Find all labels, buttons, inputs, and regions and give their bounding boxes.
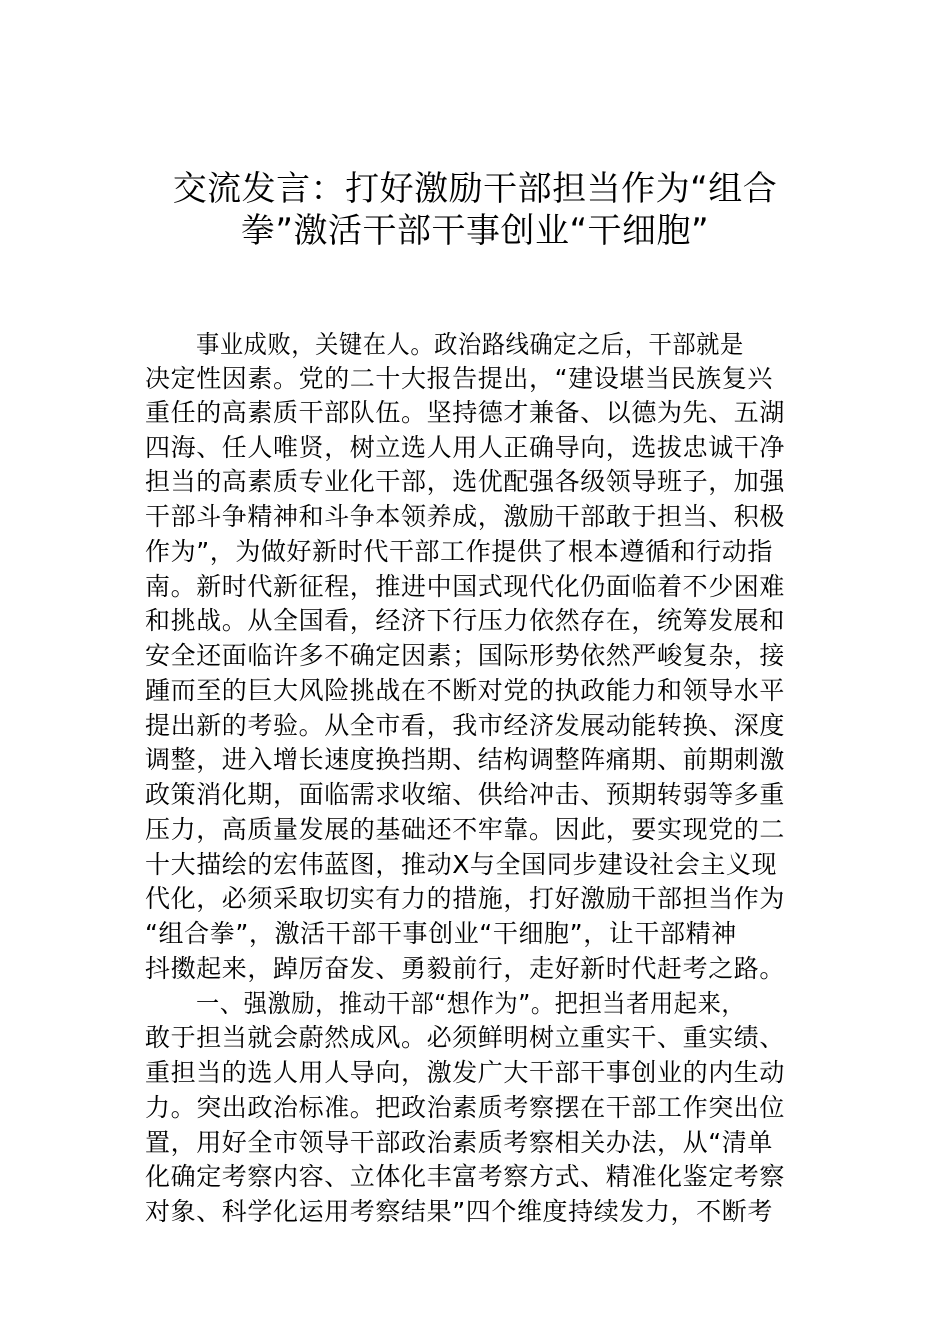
body-line-7: 作为”，为做好新时代干部工作提供了根本遵循和行动指 (145, 537, 773, 566)
body-line-16: 十大描绘的宏伟蓝图，推动X与全国同步建设社会主义现 (145, 850, 778, 879)
body-line-2: 决定性因素。党的二十大报告提出，“建设堪当民族复兴 (145, 364, 773, 393)
body-line-4: 四海、任人唯贤，树立选人用人正确导向，选拔忠诚干净 (145, 433, 786, 462)
body-line-12: 提出新的考验。从全市看，我市经济发展动能转换、深度 (145, 711, 786, 740)
body-line-10: 安全还面临许多不确定因素；国际形势依然严峻复杂，接 (145, 641, 786, 670)
body-line-26: 对象、科学化运用考察结果”四个维度持续发力，不断考 (145, 1197, 773, 1226)
body-line-5: 担当的高素质专业化干部，选优配强各级领导班子，加强 (145, 467, 786, 496)
body-line-13: 调整，进入增长速度换挡期、结构调整阵痛期、前期刺激 (145, 745, 786, 774)
body-line-9: 和挑战。从全国看，经济下行压力依然存在，统筹发展和 (145, 606, 786, 635)
body-line-14: 政策消化期，面临需求收缩、供给冲击、预期转弱等多重 (145, 780, 786, 809)
document-title-line-1-text: 交流发言：打好激励干部担当作为“组合 (172, 169, 778, 209)
document-title-line-1 (0, 169, 950, 209)
body-line-17: 代化，必须采取切实有力的措施，打好激励干部担当作为 (145, 884, 786, 913)
body-line-3: 重任的高素质干部队伍。坚持德才兼备、以德为先、五湖 (145, 398, 786, 427)
body-line-22: 重担当的选人用人导向，激发广大干部干事创业的内生动 (145, 1058, 786, 1087)
document-title-line-2 (0, 211, 950, 251)
body-line-25: 化确定考察内容、立体化丰富考察方式、精准化鉴定考察 (145, 1162, 786, 1191)
body-line-20: 一、强激励，推动干部“想作为”。把担当者用起来， (196, 989, 746, 1018)
body-line-19: 抖擞起来，踔厉奋发、勇毅前行，走好新时代赶考之路。 (145, 954, 786, 983)
body-line-21: 敢于担当就会蔚然成风。必须鲜明树立重实干、重实绩、 (145, 1023, 786, 1052)
body-line-6: 干部斗争精神和斗争本领养成，激励干部敢于担当、积极 (145, 502, 786, 531)
document-title-line-2-text: 拳”激活干部干事创业“干细胞” (240, 211, 710, 251)
body-line-15: 压力，高质量发展的基础还不牢靠。因此，要实现党的二 (145, 815, 786, 844)
body-line-23: 力。突出政治标准。把政治素质考察摆在干部工作突出位 (145, 1093, 786, 1122)
body-line-8: 南。新时代新征程，推进中国式现代化仍面临着不少困难 (145, 572, 786, 601)
body-line-24: 置，用好全市领导干部政治素质考察相关办法，从“清单 (145, 1128, 773, 1157)
body-line-11: 踵而至的巨大风险挑战在不断对党的执政能力和领导水平 (145, 676, 786, 705)
body-line-1: 事业成败，关键在人。政治路线确定之后，干部就是 (196, 330, 744, 359)
body-line-18: “组合拳”，激活干部干事创业“干细胞”，让干部精神 (145, 919, 737, 948)
